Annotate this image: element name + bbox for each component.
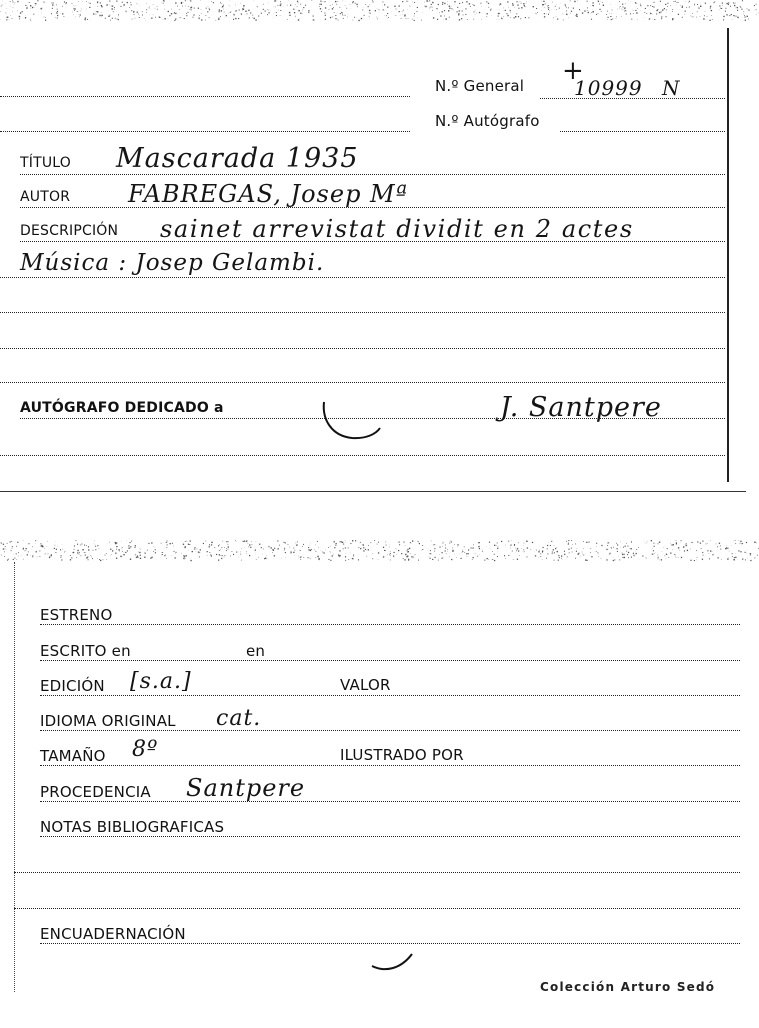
catalog-card-back: [0, 540, 759, 1028]
blank-line: [0, 455, 725, 456]
author-line: [20, 207, 725, 208]
provenance-value: Santpere: [186, 774, 306, 802]
edition-line: [40, 695, 740, 696]
card-right-border: [727, 28, 729, 482]
card-left-border: [14, 562, 15, 992]
notes-line: [40, 836, 740, 837]
provenance-label: PROCEDENCIA: [40, 783, 151, 801]
general-number-suffix: N: [662, 76, 681, 100]
autograph-number-line: [560, 131, 725, 132]
provenance-line: [40, 801, 740, 802]
general-number-mark: +: [562, 56, 585, 86]
catalog-card-front: [0, 0, 759, 495]
written-en-label: en: [246, 642, 266, 660]
premiere-label: ESTRENO: [40, 606, 113, 624]
size-line: [40, 765, 740, 766]
blank-line: [14, 872, 740, 873]
description-label: DESCRIPCIÓN: [20, 223, 119, 239]
edition-label: EDICIÓN: [40, 677, 105, 695]
description-value: sainet arrevistat dividit en 2 actes: [160, 215, 634, 243]
written-line: [40, 660, 740, 661]
dedicated-label: AUTÓGRAFO DEDICADO a: [20, 400, 224, 416]
collection-footer: Colección Arturo Sedó: [540, 980, 716, 994]
description-line2: [0, 277, 725, 278]
value-label: VALOR: [340, 676, 391, 694]
size-label: TAMAÑO: [40, 747, 106, 765]
description-line2-value: Música : Josep Gelambi.: [20, 250, 325, 276]
language-label: IDIOMA ORIGINAL: [40, 712, 176, 730]
autograph-number-label: N.º Autógrafo: [435, 112, 540, 130]
blank-line: [0, 348, 725, 349]
premiere-line: [40, 624, 740, 625]
illustrated-label: ILUSTRADO POR: [340, 746, 464, 764]
language-line: [40, 730, 740, 731]
written-label: ESCRITO en: [40, 642, 131, 660]
title-label: TÍTULO: [20, 155, 71, 171]
binding-label: ENCUADERNACIÓN: [40, 925, 186, 943]
handwritten-stroke: [318, 398, 388, 444]
dedicated-value: J. Santpere: [500, 392, 662, 423]
general-number-line: [540, 98, 725, 99]
dedicated-line: [20, 418, 725, 419]
handwritten-stroke: [368, 948, 418, 976]
torn-edge-texture: [0, 0, 759, 22]
torn-edge-texture: [0, 540, 759, 562]
blank-line: [14, 908, 740, 909]
author-label: AUTOR: [20, 189, 71, 205]
author-value: FABREGAS, Josep Mª: [128, 180, 409, 208]
notes-label: NOTAS BIBLIOGRAFICAS: [40, 818, 225, 836]
blank-line: [0, 131, 410, 132]
description-line: [20, 241, 725, 242]
title-value: Mascarada 1935: [116, 143, 359, 174]
general-number-value: 10999: [574, 76, 643, 100]
title-line: [20, 174, 725, 175]
size-value: 8º: [132, 737, 159, 762]
language-value: cat.: [216, 706, 262, 731]
binding-line: [40, 943, 740, 944]
card-bottom-edge: [0, 491, 746, 492]
edition-value: [s.a.]: [130, 669, 192, 694]
general-number-label: N.º General: [435, 77, 525, 95]
blank-line: [0, 382, 725, 383]
blank-line: [0, 96, 410, 97]
blank-line: [0, 312, 725, 313]
